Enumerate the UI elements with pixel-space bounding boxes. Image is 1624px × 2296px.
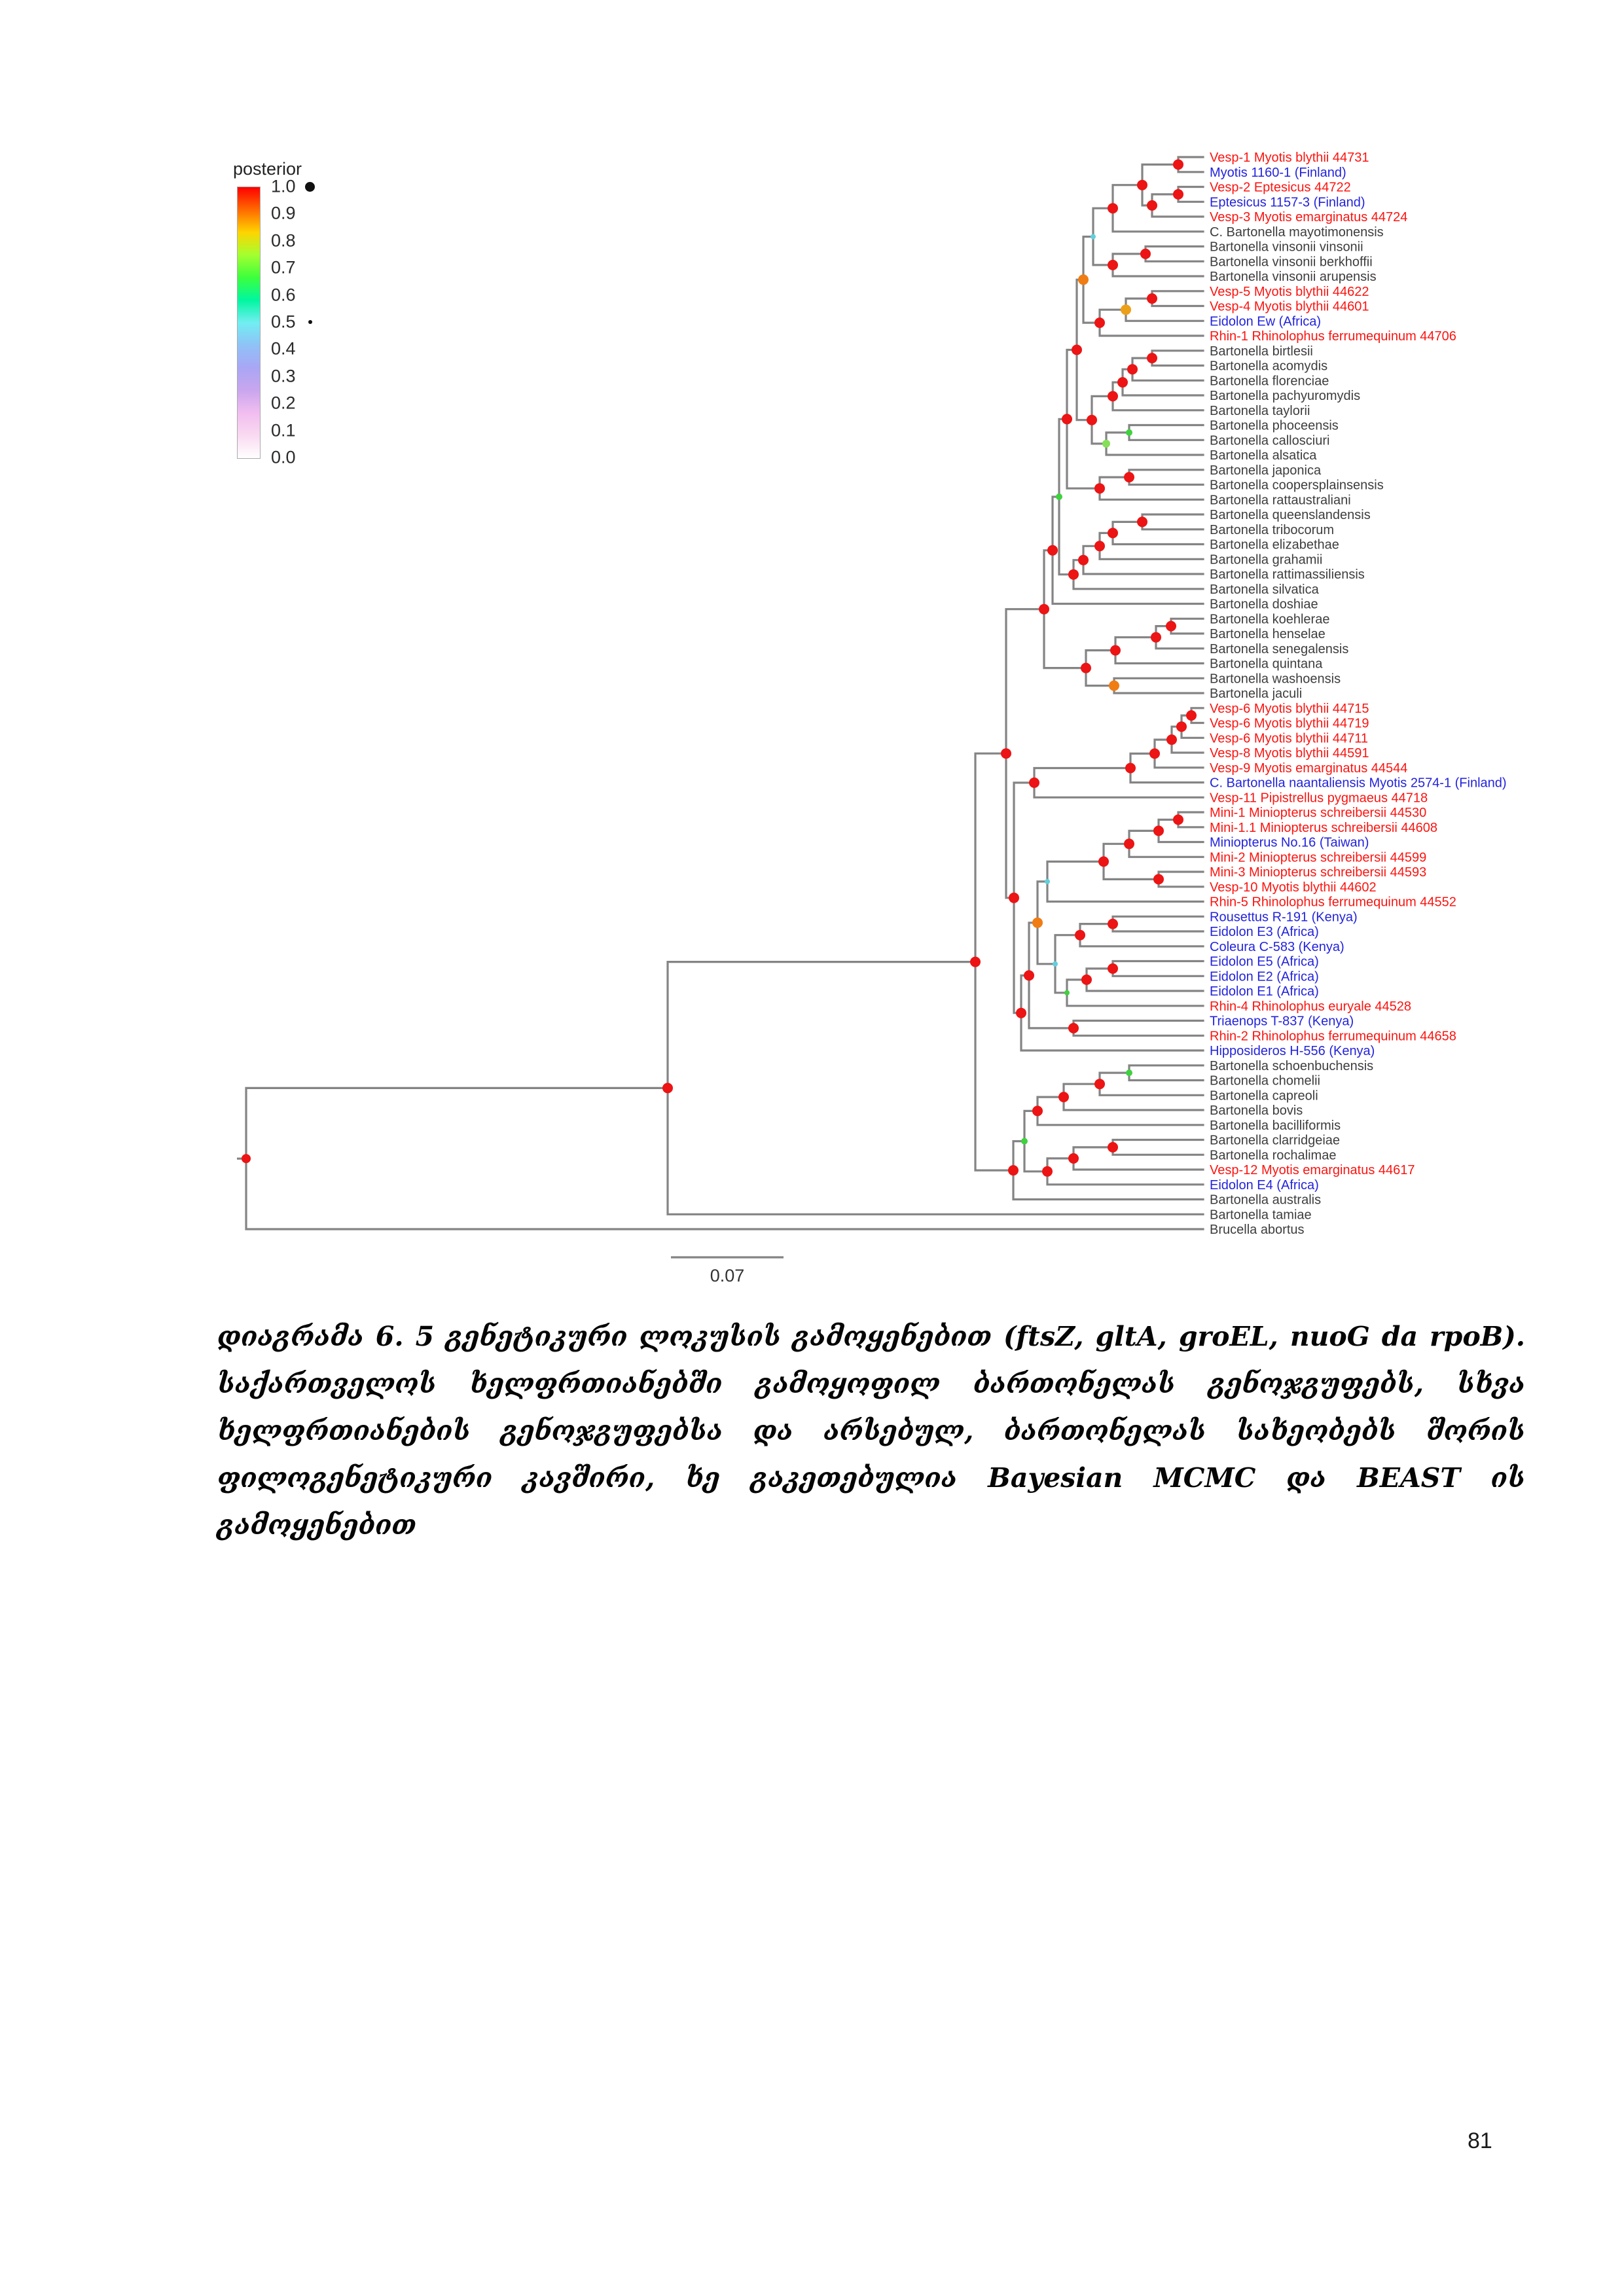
posterior-node-dot xyxy=(1117,377,1128,387)
legend-tick-label: 0.0 xyxy=(271,447,296,467)
tip-label: Bartonella alsatica xyxy=(1210,448,1317,463)
legend-tick-label: 0.6 xyxy=(271,285,296,305)
posterior-node-dot xyxy=(1032,1105,1043,1116)
posterior-node-dot xyxy=(1147,353,1157,363)
tip-label: Bartonella grahamii xyxy=(1210,552,1323,567)
tip-label: Eptesicus 1157-3 (Finland) xyxy=(1210,195,1365,210)
tip-label: Bartonella schoenbuchensis xyxy=(1210,1058,1374,1073)
tree-branch xyxy=(1129,470,1203,485)
tip-label: Coleura C-583 (Kenya) xyxy=(1210,939,1344,954)
tip-label: Myotis 1160-1 (Finland) xyxy=(1210,165,1346,180)
tip-label: Bartonella pachyuromydis xyxy=(1210,389,1361,403)
posterior-node-dot xyxy=(1127,364,1138,374)
tip-label: Bartonella jaculi xyxy=(1210,687,1303,701)
tree-branch xyxy=(668,962,1203,1215)
posterior-node-dot xyxy=(1121,304,1131,315)
tree-branch xyxy=(1064,1084,1203,1110)
tree-branch xyxy=(1129,1066,1203,1081)
tip-label: Vesp-3 Myotis emarginatus 44724 xyxy=(1210,210,1408,224)
posterior-node-dot xyxy=(1147,200,1157,211)
tree-branch xyxy=(1142,164,1178,206)
legend-tick-label: 0.8 xyxy=(271,230,296,251)
legend-tick-label: 1.0 xyxy=(271,176,296,196)
posterior-node-dot xyxy=(1056,493,1062,500)
tip-label: Bartonella birtlesii xyxy=(1210,344,1313,359)
posterior-node-dot xyxy=(1078,555,1089,565)
tip-label: Bartonella tamiae xyxy=(1210,1208,1312,1223)
posterior-node-dot xyxy=(1108,203,1118,213)
posterior-node-dot xyxy=(1108,260,1118,270)
tree-branch xyxy=(1142,514,1203,529)
posterior-node-dot xyxy=(1153,825,1164,836)
tree-tip-labels xyxy=(710,151,1507,1285)
tree-branch xyxy=(1100,310,1203,336)
posterior-node-dot xyxy=(1081,975,1092,985)
tip-label: Mini-2 Miniopterus schreibersii 44599 xyxy=(1210,850,1427,865)
posterior-node-dot xyxy=(1008,1165,1019,1175)
figure-caption xyxy=(217,1313,1525,1549)
tree-branch xyxy=(1113,185,1203,232)
tree-branch xyxy=(1129,831,1203,857)
posterior-node-dot xyxy=(1173,189,1183,200)
legend-tick-label: 0.7 xyxy=(271,257,296,278)
tip-label: Bartonella coopersplainsensis xyxy=(1210,478,1384,493)
tip-label: Bartonella vinsonii berkhoffii xyxy=(1210,255,1373,270)
tip-label: Bartonella callosciuri xyxy=(1210,433,1330,448)
legend-tick-label: 0.1 xyxy=(271,420,296,440)
tip-label: Bartonella elizabethae xyxy=(1210,537,1339,552)
posterior-node-dot xyxy=(1075,930,1085,941)
posterior-node-dot xyxy=(1147,293,1157,304)
tip-label: Bartonella quintana xyxy=(1210,656,1323,672)
tip-label: Bartonella vinsonii vinsonii xyxy=(1210,240,1363,255)
tip-label: Eidolon Ew (Africa) xyxy=(1210,314,1322,329)
posterior-node-dot xyxy=(1137,180,1147,190)
legend-tick-label: 0.2 xyxy=(271,393,296,413)
tree-branch xyxy=(1044,550,1086,668)
posterior-node-dot xyxy=(1045,879,1050,884)
posterior-node-dot xyxy=(1124,472,1134,482)
tip-label: Triaenops T-837 (Kenya) xyxy=(1210,1014,1354,1029)
posterior-node-dot xyxy=(1091,234,1096,240)
legend-gradient-bar xyxy=(237,187,261,459)
posterior-node-dot xyxy=(1094,483,1105,493)
tree-branch xyxy=(1087,969,1203,991)
tree-branch xyxy=(1093,208,1113,265)
tip-label: Vesp-4 Myotis blythii 44601 xyxy=(1210,299,1369,314)
posterior-node-dot xyxy=(1151,632,1161,643)
posterior-node-dot xyxy=(1124,838,1134,849)
tip-label: Bartonella australis xyxy=(1210,1193,1322,1208)
tree-branch xyxy=(1159,872,1203,887)
tree-branch xyxy=(1156,626,1203,649)
posterior-node-dot xyxy=(1062,414,1072,424)
posterior-node-dot xyxy=(1047,545,1058,556)
tip-label: Vesp-11 Pipistrellus pygmaeus 44718 xyxy=(1210,791,1428,806)
posterior-node-dot xyxy=(1186,710,1197,721)
tree-branch xyxy=(1152,351,1203,366)
scale-bar-label: 0.07 xyxy=(710,1266,745,1285)
tip-label: C. Bartonella naantaliensis Myotis 2574-1 (Finland) xyxy=(1210,776,1507,791)
tip-label: Rousettus R-191 (Kenya) xyxy=(1210,910,1358,925)
legend-tick-label: 0.9 xyxy=(271,203,296,223)
posterior-node-dot xyxy=(1087,415,1097,425)
tip-label: Vesp-6 Myotis blythii 44719 xyxy=(1210,716,1369,731)
posterior-node-dot xyxy=(1109,681,1119,691)
tip-label: Vesp-10 Myotis blythii 44602 xyxy=(1210,880,1377,895)
tree-branch xyxy=(1126,298,1203,321)
tree-branch xyxy=(1074,1147,1203,1170)
posterior-node-dot xyxy=(1042,1166,1053,1177)
tree-branch xyxy=(1021,975,1203,1050)
legend-tick-label: 0.3 xyxy=(271,366,296,386)
posterior-node-dot xyxy=(662,1083,673,1093)
tip-label: Bartonella capreoli xyxy=(1210,1088,1318,1103)
tip-label: Vesp-6 Myotis blythii 44711 xyxy=(1210,731,1368,746)
posterior-node-dot xyxy=(1064,990,1070,996)
tip-label: Bartonella doshiae xyxy=(1210,597,1318,612)
tip-label: Eidolon E2 (Africa) xyxy=(1210,969,1319,984)
tip-label: Bartonella chomelii xyxy=(1210,1073,1320,1088)
tip-label: Bartonella clarridgeiae xyxy=(1210,1133,1341,1148)
tree-branch xyxy=(1006,609,1044,898)
posterior-node-dot xyxy=(1094,541,1105,551)
tip-label: Miniopterus No.16 (Taiwan) xyxy=(1210,835,1369,850)
tip-label: Rhin-1 Rhinolophus ferrumequinum 44706 xyxy=(1210,329,1456,344)
tree-branch xyxy=(1047,861,1203,901)
caption-line: ხელფრთიანების გენოჯგუფებსა და არსებულ, ბართონელას სახეობებს შორის xyxy=(217,1415,1525,1446)
tip-label: Bartonella henselae xyxy=(1210,627,1326,641)
posterior-node-dot xyxy=(1024,970,1034,980)
posterior-node-dot xyxy=(242,1154,251,1163)
posterior-node-dot xyxy=(1110,645,1121,656)
posterior-node-dot xyxy=(1149,748,1160,759)
tip-label: Vesp-6 Myotis blythii 44715 xyxy=(1210,701,1369,716)
tip-label: Bartonella rattimassiliensis xyxy=(1210,567,1365,582)
caption-line: საქართველოს ხელფრთიანებში გამოყოფილ ბართონელას გენოჯგუფებს, სხვა xyxy=(217,1368,1525,1399)
tip-label: Eidolon E3 (Africa) xyxy=(1210,925,1319,939)
tip-label: Hipposideros H-556 (Kenya) xyxy=(1210,1044,1375,1058)
posterior-node-dot xyxy=(970,957,981,967)
posterior-node-dot xyxy=(1166,621,1176,632)
tip-label: Bartonella rattaustraliani xyxy=(1210,493,1351,508)
tip-label: Mini-1.1 Miniopterus schreibersii 44608 xyxy=(1210,820,1437,835)
caption-line: ფილოგენეტიკური კავშირი, ხე გაკეთებულია Bayesian MCMC და BEAST ის xyxy=(217,1462,1525,1494)
posterior-node-dot xyxy=(1078,274,1089,285)
tip-label: C. Bartonella mayotimonensis xyxy=(1210,224,1384,240)
tip-label: Bartonella bovis xyxy=(1210,1103,1303,1118)
tree-branches xyxy=(237,157,1203,1257)
tree-branch xyxy=(1074,1021,1203,1036)
posterior-node-dot xyxy=(1021,1138,1028,1145)
posterior-node-dot xyxy=(1108,919,1118,929)
posterior-node-dot xyxy=(1176,721,1187,732)
tree-branch xyxy=(1106,433,1203,455)
posterior-node-dot xyxy=(1140,249,1151,259)
tree-branch xyxy=(1080,924,1203,946)
posterior-node-dot xyxy=(1102,440,1110,448)
legend-size-dot-small xyxy=(308,320,312,324)
caption-line: დიაგრამა 6. 5 გენეტიკური ლოკუსის გამოყენებით (ftsZ, gltA, groEL, nuoG da rpoB). xyxy=(217,1321,1525,1352)
tree-branch xyxy=(1113,916,1203,931)
posterior-node-dot xyxy=(1016,1008,1026,1018)
posterior-node-dot xyxy=(1108,1142,1118,1153)
posterior-node-dot xyxy=(1166,734,1177,745)
posterior-node-dot xyxy=(1108,391,1118,401)
posterior-node-dot xyxy=(1108,528,1118,538)
posterior-node-dot xyxy=(1072,345,1082,355)
tip-label: Brucella abortus xyxy=(1210,1223,1305,1237)
tip-label: Rhin-5 Rhinolophus ferrumequinum 44552 xyxy=(1210,895,1456,910)
tree-branch xyxy=(975,753,1013,1170)
tip-label: Vesp-5 Myotis blythii 44622 xyxy=(1210,284,1369,299)
tip-label: Vesp-2 Eptesicus 44722 xyxy=(1210,180,1351,195)
tip-label: Rhin-4 Rhinolophus euryale 44528 xyxy=(1210,999,1411,1014)
tip-label: Bartonella phoceensis xyxy=(1210,418,1339,433)
tree-branch xyxy=(1100,1073,1203,1095)
posterior-node-dot xyxy=(1098,856,1109,867)
posterior-node-dot xyxy=(1126,429,1132,436)
posterior-legend xyxy=(230,159,374,499)
posterior-node-dot xyxy=(1081,663,1091,673)
tree-branch xyxy=(1053,497,1203,604)
tip-label: Bartonella vinsonii arupensis xyxy=(1210,270,1377,284)
posterior-node-dot xyxy=(1094,1079,1105,1089)
tip-label: Eidolon E5 (Africa) xyxy=(1210,954,1319,969)
tip-label: Mini-1 Miniopterus schreibersii 44530 xyxy=(1210,806,1427,820)
tip-label: Bartonella acomydis xyxy=(1210,359,1328,374)
posterior-node-dot xyxy=(1009,893,1019,903)
tree-branch xyxy=(1132,358,1203,380)
posterior-node-dot xyxy=(1153,874,1164,884)
tree-branch xyxy=(1029,923,1074,1028)
tree-branch xyxy=(1113,961,1203,977)
posterior-node-dot xyxy=(1058,1092,1069,1102)
caption-line: გამოყენებით xyxy=(217,1509,416,1541)
tip-label: Bartonella washoensis xyxy=(1210,672,1341,687)
tip-label: Bartonella queenslandensis xyxy=(1210,508,1371,522)
posterior-node-dot xyxy=(1126,1069,1132,1076)
tip-label: Vesp-9 Myotis emarginatus 44544 xyxy=(1210,761,1408,776)
tree-branch xyxy=(1104,844,1159,879)
posterior-node-dot xyxy=(1039,604,1049,615)
legend-tick-label: 0.4 xyxy=(271,338,296,359)
tip-label: Vesp-8 Myotis blythii 44591 xyxy=(1210,746,1369,761)
posterior-node-dot xyxy=(1032,918,1043,928)
tree-branch xyxy=(1113,522,1203,544)
posterior-node-dot xyxy=(1029,778,1039,788)
tip-label: Bartonella senegalensis xyxy=(1210,641,1349,656)
tip-label: Bartonella taylorii xyxy=(1210,403,1310,418)
tree-branch xyxy=(1152,291,1203,306)
tip-label: Bartonella tribocorum xyxy=(1210,522,1335,537)
tree-branch xyxy=(1113,1140,1203,1155)
tip-label: Bartonella koehlerae xyxy=(1210,612,1330,627)
posterior-node-dot xyxy=(1001,748,1011,759)
tip-label: Bartonella rochalimae xyxy=(1210,1148,1337,1163)
posterior-node-dot xyxy=(1108,963,1118,974)
tip-label: Vesp-12 Myotis emarginatus 44617 xyxy=(1210,1163,1415,1177)
legend-size-dot-large xyxy=(305,182,315,192)
page-number: 81 xyxy=(1468,2128,1492,2153)
posterior-node-dot xyxy=(1053,961,1058,967)
tip-label: Bartonella japonica xyxy=(1210,463,1322,478)
tree-branch xyxy=(1114,678,1203,693)
tip-label: Bartonella silvatica xyxy=(1210,582,1319,597)
posterior-node-dot xyxy=(1137,516,1147,527)
tip-label: Eidolon E4 (Africa) xyxy=(1210,1177,1319,1193)
tree-branch xyxy=(1024,1111,1047,1171)
tip-label: Vesp-1 Myotis blythii 44731 xyxy=(1210,151,1369,165)
tree-branch xyxy=(1100,477,1203,499)
posterior-node-dot xyxy=(1125,763,1136,774)
tree-branch xyxy=(1129,425,1203,440)
tip-label: Eidolon E1 (Africa) xyxy=(1210,984,1319,999)
tree-branch xyxy=(1113,254,1203,276)
tip-label: Bartonella florenciae xyxy=(1210,374,1329,389)
legend-tick-label: 0.5 xyxy=(271,312,296,332)
posterior-node-dot xyxy=(1094,317,1105,328)
posterior-node-dot xyxy=(1173,159,1183,170)
posterior-node-dot xyxy=(1068,1153,1079,1164)
legend-title: posterior xyxy=(233,159,302,179)
tip-label: Rhin-2 Rhinolophus ferrumequinum 44658 xyxy=(1210,1029,1456,1044)
posterior-node-dot xyxy=(1173,814,1183,825)
posterior-node-dot xyxy=(1068,1023,1079,1033)
tree-branch xyxy=(1146,247,1203,262)
posterior-node-dot xyxy=(1068,569,1079,580)
tip-label: Mini-3 Miniopterus schreibersii 44593 xyxy=(1210,865,1427,880)
tip-label: Bartonella bacilliformis xyxy=(1210,1118,1341,1133)
